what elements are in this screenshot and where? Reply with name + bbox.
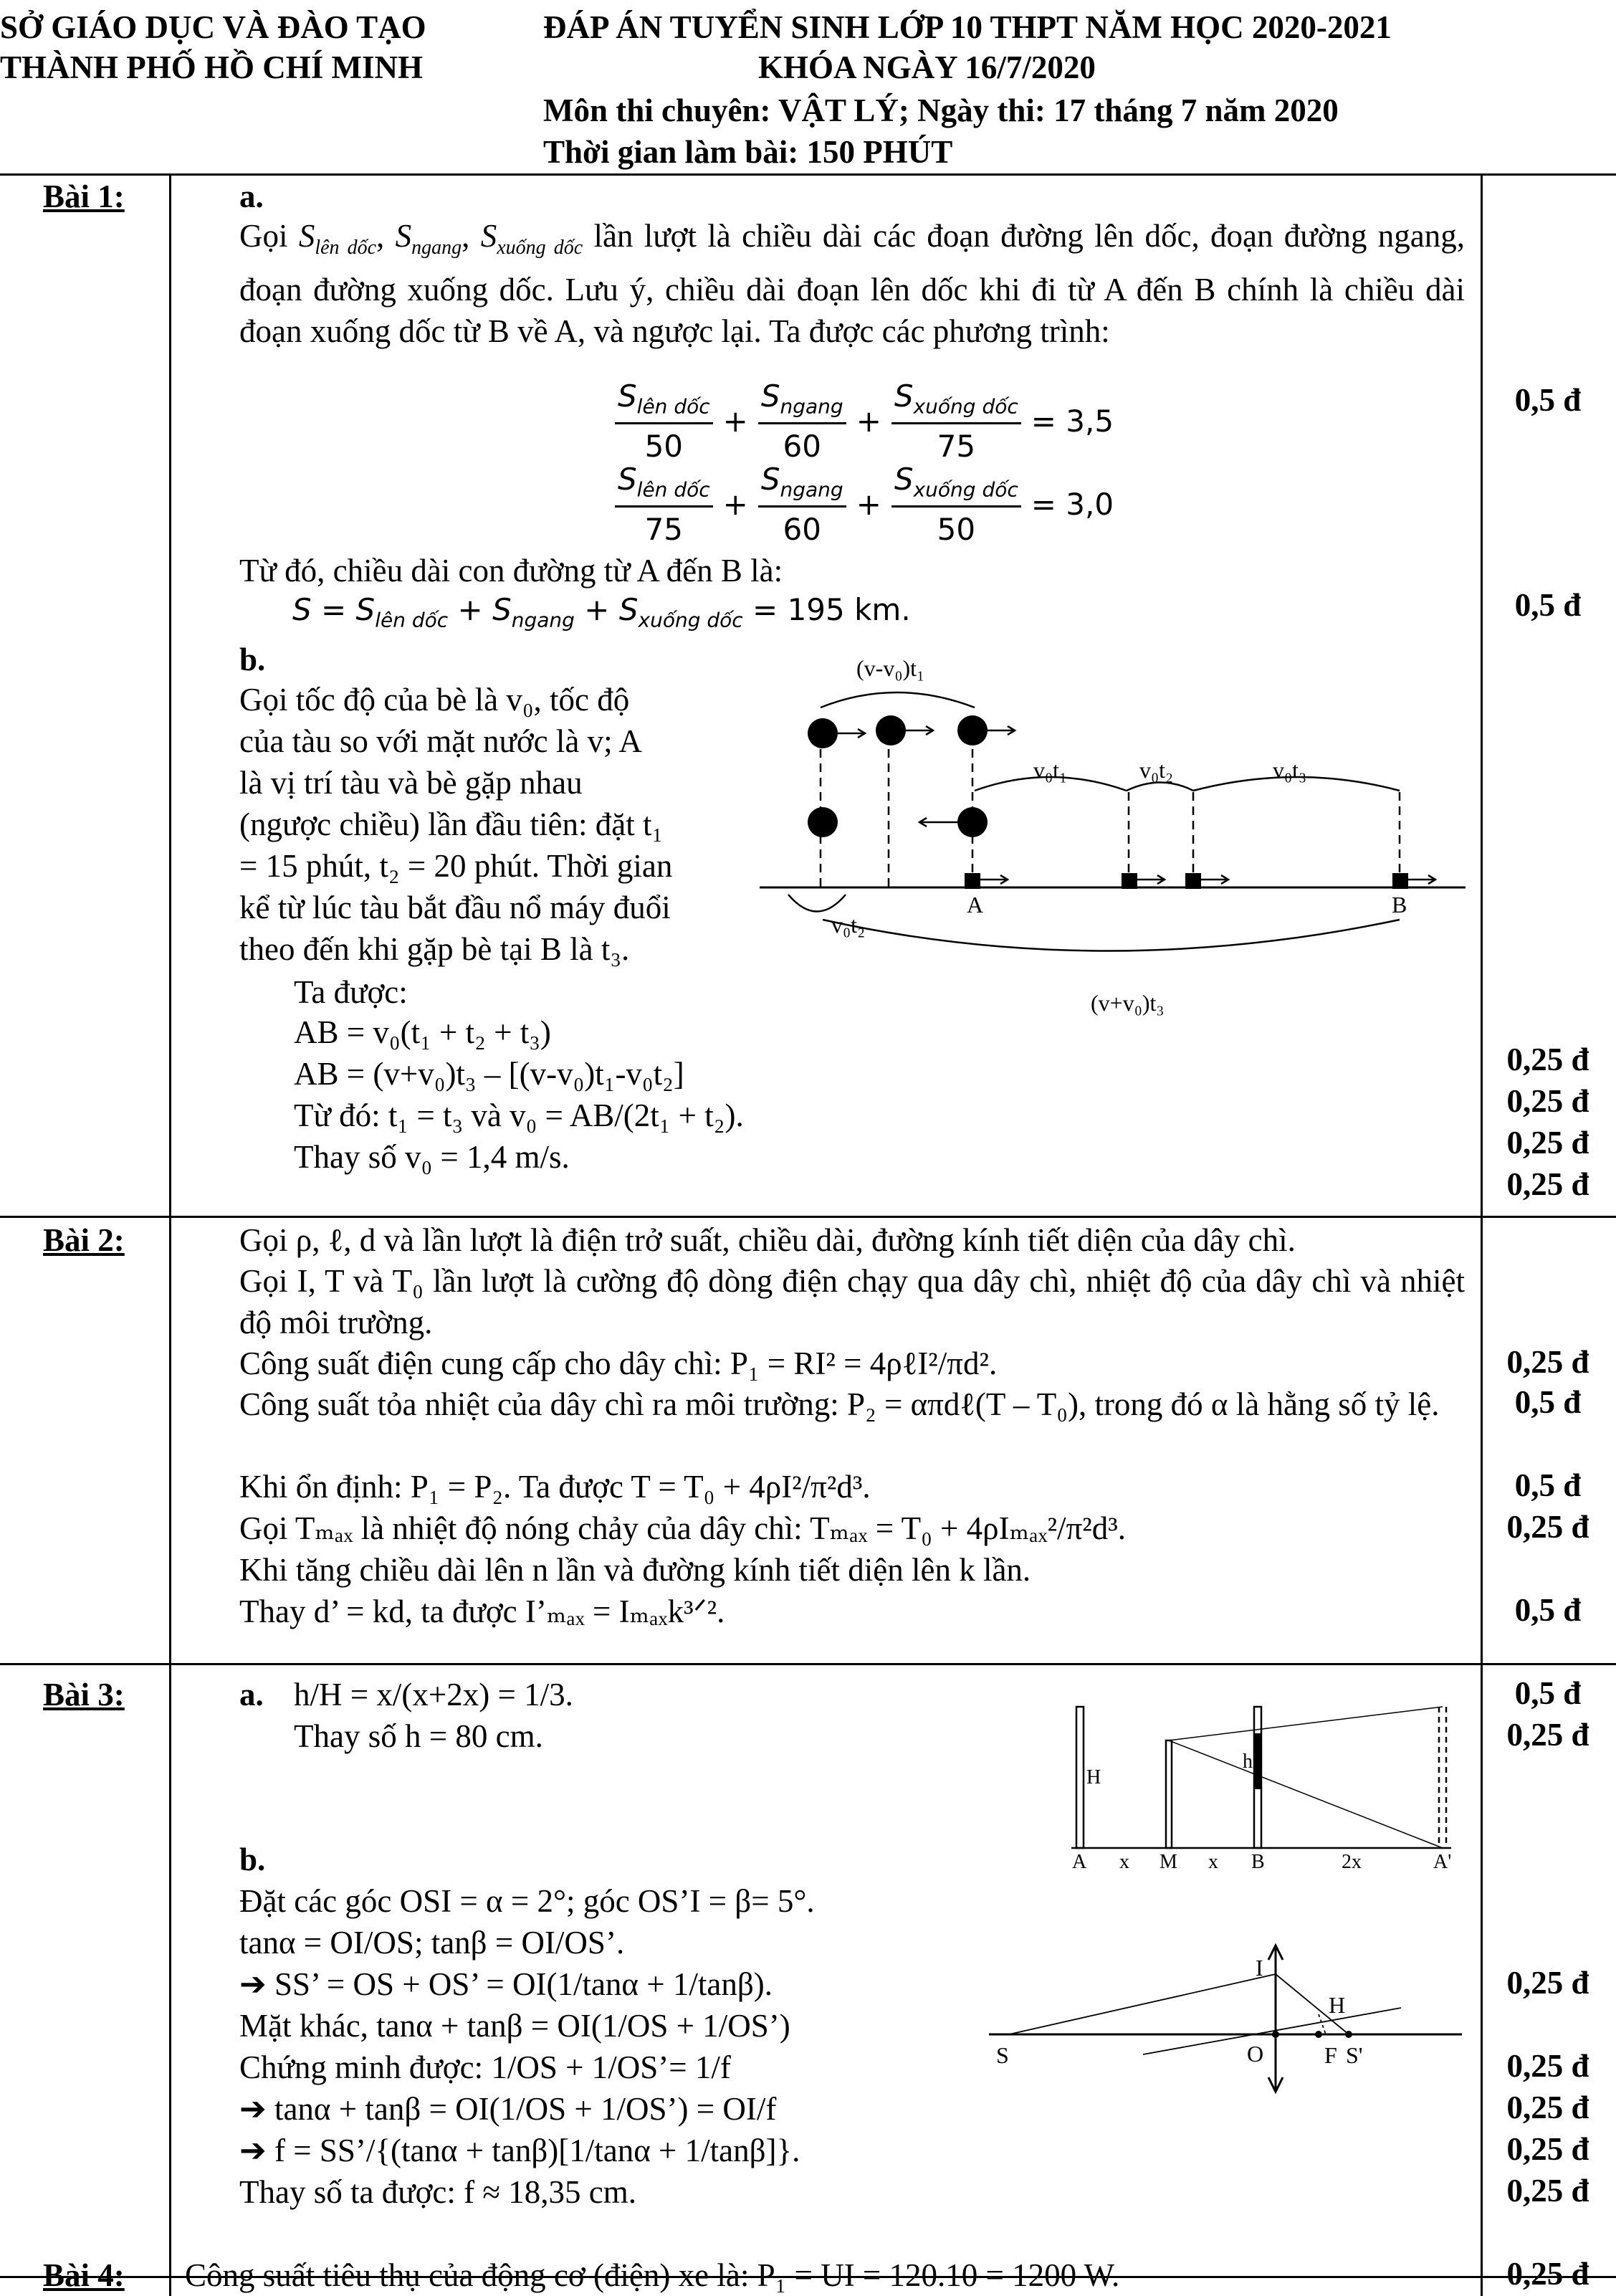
fig-seg-1: v₀t₁ xyxy=(1033,757,1068,783)
bai1-point-4: 0,25 đ xyxy=(1506,1083,1589,1119)
bai1-point-2: 0,5 đ xyxy=(1514,587,1582,623)
bai3-a-label: a. xyxy=(239,1677,264,1713)
bai3-b-line-8: Thay số ta được: f ≈ 18,35 cm. xyxy=(239,2174,637,2210)
bai3-point-7: 0,25 đ xyxy=(1506,2173,1589,2209)
bai2-line-6: Gọi Tₘₐₓ là nhiệt độ nóng chảy của dây chì: Tₘₐₓ = T₀ + 4ρIₘₐₓ²/π²d³. xyxy=(239,1510,1127,1546)
bai2-point-2: 0,5 đ xyxy=(1514,1384,1582,1420)
bai1-result: $S = S_{lên dốc} + S_{ngang} + S_{xuống dốc} = 195$ km. xyxy=(292,592,911,632)
exam-date: KHÓA NGÀY 16/7/2020 xyxy=(758,49,1096,85)
svg-text:M: M xyxy=(1160,1851,1177,1868)
bai3-a-line-1: h/H = x/(x+2x) = 1/3. xyxy=(294,1677,573,1713)
bai2-point-4: 0,25 đ xyxy=(1506,1509,1589,1545)
bai1-b-line-4: (ngược chiều) lần đầu tiên: đặt t₁ xyxy=(239,806,664,842)
exam-title: ĐÁP ÁN TUYỂN SINH LỚP 10 THPT NĂM HỌC 2020-2021 xyxy=(543,9,1392,45)
bai1-equation-1: $\frac{S_{lên dốc}}{50}$ + $\frac{S_{ngang}}{60}$ + $\frac{S_{xuống dốc}}{75}$ = 3,5 xyxy=(611,378,1119,464)
time-line: Thời gian làm bài: 150 PHÚT xyxy=(543,134,953,170)
svg-text:H: H xyxy=(1086,1766,1101,1788)
bai2-line-5: Khi ổn định: P₁ = P₂. Ta được T = T₀ + 4ρI²/π²d³. xyxy=(239,1469,871,1505)
org-line-2: THÀNH PHỐ HỒ CHÍ MINH xyxy=(0,49,424,85)
bai1-b-line-1: Gọi tốc độ của bè là v₀, tốc độ xyxy=(239,682,630,718)
bai2-label: Bài 2: xyxy=(43,1222,125,1258)
bai1-b-eq-2: AB = (v+v₀)t₃ – [(v-v₀)t₁-v₀t₂] xyxy=(294,1056,684,1092)
bai3-point-4: 0,25 đ xyxy=(1506,2048,1589,2084)
bai1-b-line-7: theo đến khi gặp bè tại B là t₃. xyxy=(239,931,630,967)
svg-text:x: x xyxy=(1208,1851,1218,1868)
boat-square xyxy=(1122,873,1137,889)
boat-square xyxy=(1392,873,1408,889)
bai4-point-1: 0,25 đ xyxy=(1506,2256,1589,2292)
svg-text:A: A xyxy=(1072,1851,1087,1868)
bai2-line-8: Thay d’ = kd, ta được I’ₘₐₓ = Iₘₐₓk³ᐟ². xyxy=(239,1594,725,1629)
svg-text:B: B xyxy=(1251,1851,1265,1868)
bai3-b-line-7: ➔ f = SS’/{(tanα + tanβ)[1/tanα + 1/tanβ]}. xyxy=(239,2133,800,2168)
svg-text:S: S xyxy=(996,2042,1009,2068)
svg-text:F: F xyxy=(1324,2042,1337,2068)
fig-bottom-label: (v+v₀)t₃ xyxy=(1091,990,1165,1016)
bai1-point-5: 0,25 đ xyxy=(1506,1125,1589,1161)
bai2-point-5: 0,5 đ xyxy=(1514,1592,1582,1628)
bai2-line-7: Khi tăng chiều dài lên n lần và đường kính tiết diện lên k lần. xyxy=(239,1552,1031,1588)
bai3-a-line-2: Thay số h = 80 cm. xyxy=(294,1718,543,1754)
bai3-label: Bài 3: xyxy=(43,1677,125,1713)
raft-dot xyxy=(876,715,906,746)
svg-text:2x: 2x xyxy=(1342,1851,1362,1868)
bai2-point-3: 0,5 đ xyxy=(1514,1467,1582,1503)
bai1-equation-2: $\frac{S_{lên dốc}}{75}$ + $\frac{S_{ngang}}{60}$ + $\frac{S_{xuống dốc}}{50}$ = 3,0 xyxy=(611,462,1119,547)
svg-text:I: I xyxy=(1256,1955,1263,1981)
bai3-point-5: 0,25 đ xyxy=(1506,2090,1589,2125)
raft-dot xyxy=(957,807,988,837)
bai1-b-eq-4: Thay số v₀ = 1,4 m/s. xyxy=(294,1139,570,1175)
fig-seg-2: v₀t₂ xyxy=(1139,757,1174,783)
bai1-a-label: a. xyxy=(239,178,264,214)
bai2-line-3: Công suất điện cung cấp cho dây chì: P₁ = RI² = 4ρℓI²/πd². xyxy=(239,1345,998,1381)
fig-point-a: A xyxy=(967,892,984,918)
svg-text:x: x xyxy=(1119,1851,1129,1868)
boat-raft-diagram xyxy=(760,656,1473,1021)
bai3-point-3: 0,25 đ xyxy=(1506,1965,1589,2001)
bai3-point-1: 0,5 đ xyxy=(1514,1675,1582,1711)
bai3-b-label: b. xyxy=(239,1842,266,1877)
bai4-line-1: Công suất tiêu thụ của động cơ (điện) xe là: P₁ = UI = 120.10 = 1200 W. xyxy=(185,2257,1120,2293)
bai1-a-paragraph: Gọi $S_{lên dốc}$, $S_{ngang}$, $S_{xuống dốc}$ lần lượt là chiều dài các đoạn đường lên dốc, đoạn đường ngang, đoạn đường xuống dốc. Lưu ý, chiều dài đoạn lên dốc khi đi từ A đến B chính là chiều dài đoạn xuống dốc từ B về A, và ngược lại. Ta được các phương trình: xyxy=(239,218,1466,349)
bai3-b-line-6: ➔ tanα + tanβ = OI(1/OS + 1/OS’) = OI/f xyxy=(239,2091,777,2127)
bai2-point-1: 0,25 đ xyxy=(1506,1344,1589,1380)
bai1-ta-duoc: Ta được: xyxy=(294,974,408,1010)
fig-top-label: (v-v₀)t₁ xyxy=(856,656,925,681)
bai2-line-4: Công suất tỏa nhiệt của dây chì ra môi trường: P₂ = απdℓ(T – T₀), trong đó α là hằng số tỷ lệ. xyxy=(239,1386,1440,1422)
svg-text:O: O xyxy=(1247,2041,1264,2067)
bai1-b-line-3: là vị trí tàu và bè gặp nhau xyxy=(239,765,583,801)
bai1-b-line-6: kể từ lúc tàu bắt đầu nổ máy đuổi xyxy=(239,890,671,925)
svg-text:S': S' xyxy=(1346,2042,1363,2068)
subject-line: Môn thi chuyên: VẬT LÝ; Ngày thi: 17 tháng 7 năm 2020 xyxy=(543,92,1339,128)
bai3-point-6: 0,25 đ xyxy=(1506,2131,1589,2167)
bai1-b-eq-1: AB = v₀(t₁ + t₂ + t₃) xyxy=(294,1014,551,1050)
raft-dot xyxy=(957,715,988,746)
bai3-point-2: 0,25 đ xyxy=(1506,1717,1589,1753)
fig-left-label: v₀t₂ xyxy=(831,912,866,938)
bai1-point-1: 0,5 đ xyxy=(1514,382,1582,418)
bai3-b-line-3: ➔ SS’ = OS + OS’ = OI(1/tanα + 1/tanβ). xyxy=(239,1966,773,2002)
bai3-b-line-4: Mặt khác, tanα + tanβ = OI(1/OS + 1/OS’) xyxy=(239,2008,790,2044)
bai3-b-line-5: Chứng minh được: 1/OS + 1/OS’= 1/f xyxy=(239,2049,731,2085)
bai2-line-1: Gọi ρ, ℓ, d và lần lượt là điện trở suất, chiều dài, đường kính tiết diện của dây chì. xyxy=(239,1222,1296,1258)
fig-point-b: B xyxy=(1392,892,1407,918)
fig-seg-3: v₀t₃ xyxy=(1273,757,1307,783)
bai1-b-eq-3: Từ đó: t₁ = t₃ và v₀ = AB/(2t₁ + t₂). xyxy=(294,1097,744,1133)
boat-square xyxy=(965,873,980,889)
pillar-shadow-diagram xyxy=(1061,1696,1462,1868)
svg-text:A': A' xyxy=(1433,1851,1452,1868)
svg-text:H: H xyxy=(1329,1992,1346,2018)
bai1-b-line-5: = 15 phút, t₂ = 20 phút. Thời gian xyxy=(239,848,673,884)
bai4-label: Bài 4: xyxy=(43,2257,125,2293)
boat-square xyxy=(1185,873,1201,889)
bai3-b-line-1: Đặt các góc OSI = α = 2°; góc OS’I = β= 5°. xyxy=(239,1883,815,1919)
bai2-line-2: Gọi I, T và T₀ lần lượt là cường độ dòng điện chạy qua dây chì, nhiệt độ của dây chì và nhiệt độ môi trường. xyxy=(239,1263,1465,1340)
lens-ray-diagram xyxy=(989,1940,1469,2097)
bai1-from-text: Từ đó, chiều dài con đường từ A đến B là: xyxy=(239,553,783,589)
bai1-b-label: b. xyxy=(239,642,266,677)
bai1-point-3: 0,25 đ xyxy=(1506,1042,1589,1077)
org-line-1: SỞ GIÁO DỤC VÀ ĐÀO TẠO xyxy=(0,9,426,45)
raft-dot xyxy=(808,718,838,748)
svg-text:h: h xyxy=(1243,1750,1253,1773)
raft-dot xyxy=(808,807,838,837)
bai1-point-6: 0,25 đ xyxy=(1506,1166,1589,1202)
bai1-label: Bài 1: xyxy=(43,178,125,214)
bai1-b-line-2: của tàu so với mặt nước là v; A xyxy=(239,723,642,759)
bai3-b-line-2: tanα = OI/OS; tanβ = OI/OS’. xyxy=(239,1925,625,1961)
